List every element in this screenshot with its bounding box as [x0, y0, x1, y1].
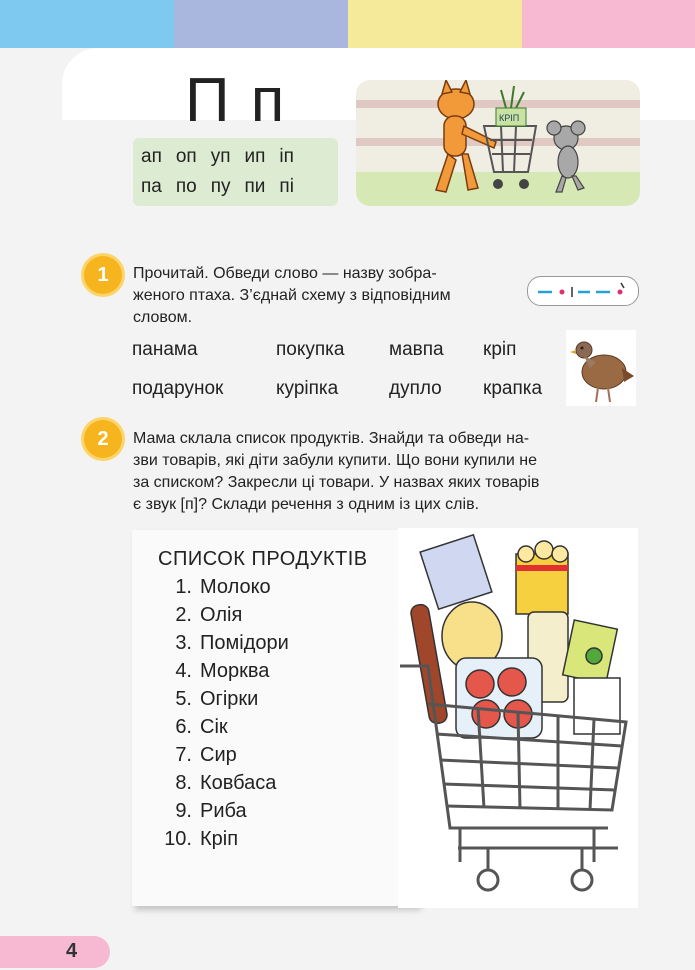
shopping-list-title: СПИСОК ПРОДУКТІВ	[158, 548, 368, 570]
word-duplo: дупло	[389, 378, 442, 399]
syllables-row-2	[141, 176, 308, 198]
shopping-cart-image	[398, 528, 638, 908]
cat-mouse-shopping-image	[356, 80, 640, 206]
shopping-list-card	[132, 530, 418, 906]
word-mavpa: мавпа	[389, 339, 444, 360]
list-item-number: 9.	[175, 800, 192, 822]
page-number-tab	[0, 936, 110, 968]
partridge-bird-image	[566, 330, 636, 406]
task-2-line: Мама склала список продуктів. Знайди та обведи на-	[133, 430, 530, 447]
task-1-line: женого птаха. З’єднай схему з відповідним	[133, 287, 451, 304]
word-panama: панама	[132, 339, 198, 360]
word-krapka: крапка	[483, 378, 543, 399]
syllable: іп	[279, 146, 294, 167]
kрip-sign: КРІП	[499, 113, 520, 123]
list-item-name: Морква	[200, 660, 270, 682]
task-2-line: зви товарів, які діти забули купити. Що вони купили не	[133, 452, 537, 469]
list-item	[132, 604, 242, 627]
list-item-number: 4.	[175, 660, 192, 682]
syllables-box	[133, 138, 338, 206]
syllable: пі	[279, 176, 294, 197]
task-2-line: є звук [п]? Склади речення з одним із цих слів.	[133, 496, 480, 513]
list-item-number: 5.	[175, 688, 192, 710]
list-item-name: Сир	[200, 744, 237, 766]
word-kuripka: курiпка	[276, 378, 339, 399]
list-item-number: 3.	[175, 632, 192, 654]
list-item-name: Кріп	[200, 828, 239, 850]
sound-scheme-graphic	[528, 277, 638, 305]
task-1-badge: 1	[84, 256, 122, 294]
syllable: пи	[244, 176, 266, 197]
task-2-line: за списком? Закресли ці товари. У назвах яких товарів	[133, 474, 540, 491]
list-item	[132, 688, 258, 711]
syllable: па	[141, 176, 162, 197]
syllable: пу	[210, 176, 231, 197]
list-item-number: 1.	[175, 576, 192, 598]
list-item	[132, 744, 237, 767]
letter-title: П п	[185, 66, 287, 135]
list-item	[132, 576, 271, 599]
list-item-number: 2.	[175, 604, 192, 626]
shopping-cart-illustration	[398, 528, 638, 908]
list-item	[132, 800, 247, 823]
word-podarunok: подарунок	[132, 378, 224, 399]
top-band-blue	[0, 0, 174, 48]
task-1-text	[133, 263, 451, 329]
task-1-line: словом.	[133, 309, 193, 326]
list-item-number: 10.	[164, 828, 192, 850]
list-item-number: 6.	[175, 716, 192, 738]
syllable: уп	[210, 146, 231, 167]
list-item-name: Риба	[200, 800, 247, 822]
list-item	[132, 632, 289, 655]
task-2-text	[133, 428, 636, 516]
task-1-line: Прочитай. Обведи слово — назву зобра-	[133, 265, 437, 282]
list-item	[132, 828, 238, 851]
list-item-name: Сік	[200, 716, 228, 738]
top-band-yellow	[348, 0, 522, 48]
shop-scene-illustration	[356, 80, 640, 206]
list-item-name: Ковбаса	[200, 772, 277, 794]
syllable: ип	[244, 146, 266, 167]
list-item	[132, 716, 228, 739]
word-pokupka: покупка	[276, 339, 345, 360]
list-item-name: Молоко	[200, 576, 271, 598]
list-item-number: 7.	[175, 744, 192, 766]
sound-scheme	[527, 276, 639, 306]
list-item-name: Олія	[200, 604, 243, 626]
list-item-name: Огірки	[200, 688, 259, 710]
list-item	[132, 772, 276, 795]
syllable: оп	[175, 146, 197, 167]
list-item	[132, 660, 269, 683]
page-number: 4	[66, 940, 78, 962]
list-item-name: Помідори	[200, 632, 289, 654]
syllable: по	[175, 176, 197, 197]
top-band-purple	[174, 0, 348, 48]
syllable: ап	[141, 146, 162, 167]
word-krip: кріп	[483, 339, 517, 360]
list-item-number: 8.	[175, 772, 192, 794]
syllables-row-1	[141, 146, 308, 168]
task-2-badge: 2	[84, 420, 122, 458]
top-band-pink	[522, 0, 695, 48]
